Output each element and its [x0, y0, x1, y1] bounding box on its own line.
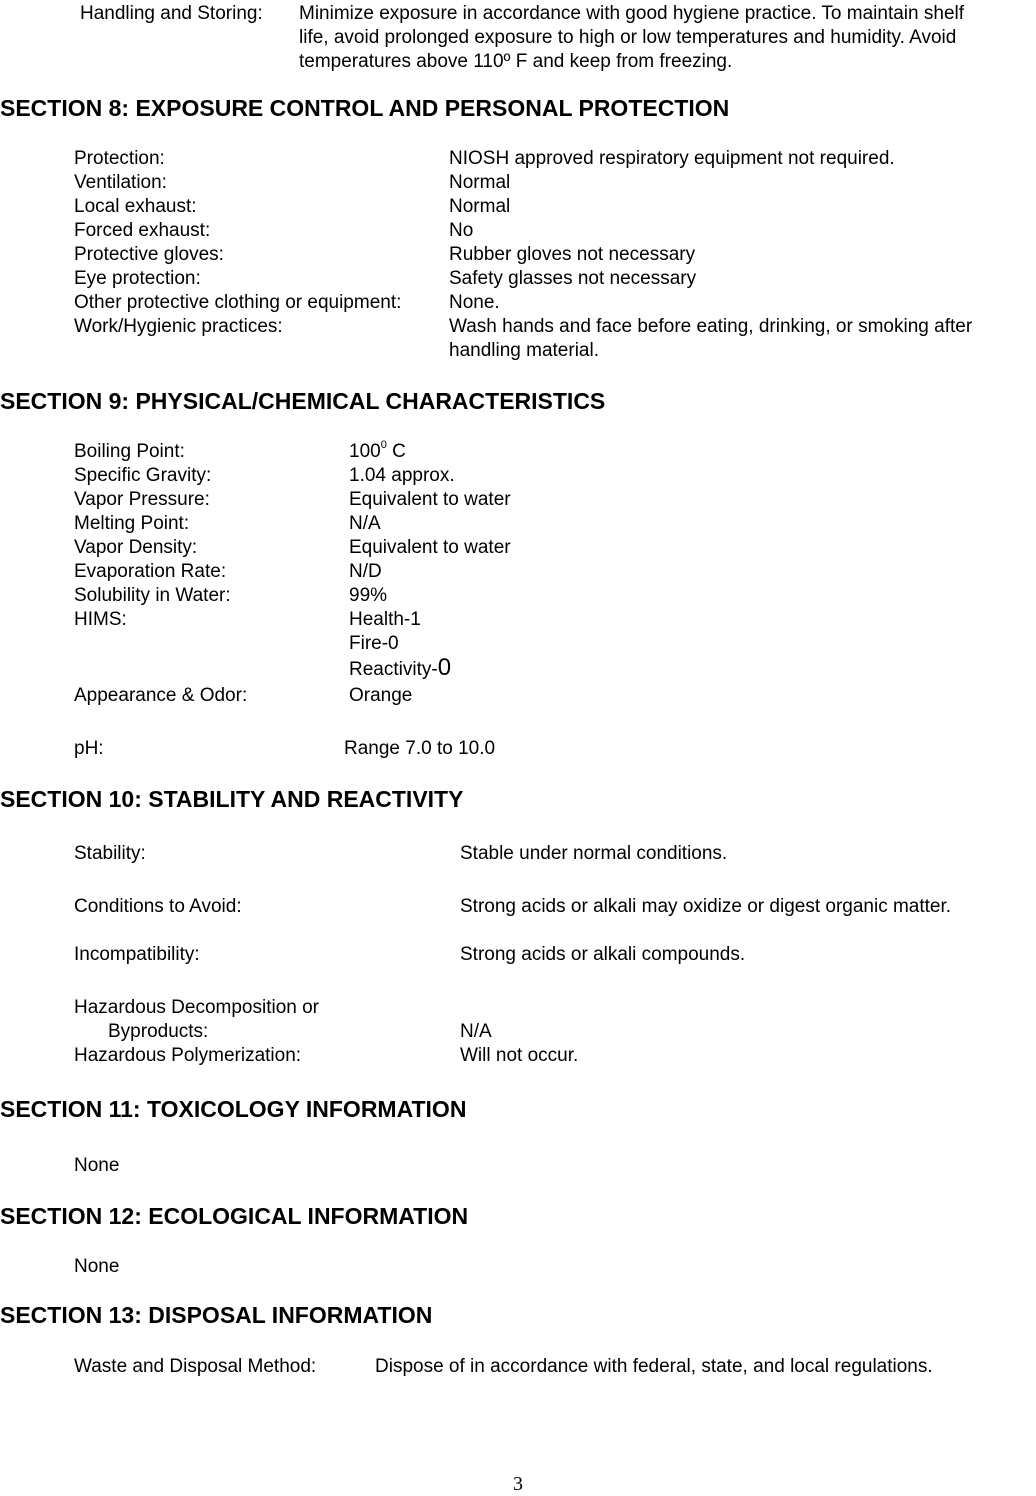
- s9-label-evaporation: Evaporation Rate:: [74, 561, 227, 582]
- s8-value-eye: Safety glasses not necessary: [449, 268, 697, 289]
- section-11-heading: SECTION 11: TOXICOLOGY INFORMATION: [0, 1096, 467, 1122]
- s9-value-appearance: Orange: [349, 685, 413, 706]
- s9-label-hims: HIMS:: [74, 609, 127, 630]
- s9-value-boiling: $100^0$ C: [349, 439, 406, 462]
- s10-label-polymerization: Hazardous Polymerization:: [74, 1045, 302, 1066]
- s10-label-decomposition-2: Byproducts:: [108, 1021, 209, 1042]
- s8-label-protection: Protection:: [74, 148, 165, 169]
- s10-label-conditions: Conditions to Avoid:: [74, 896, 242, 917]
- s8-value-local-exhaust: Normal: [449, 196, 511, 217]
- s10-value-conditions: Strong acids or alkali may oxidize or digest organic matter.: [460, 896, 952, 917]
- handling-label: Handling and Storing:: [80, 3, 263, 24]
- s9-label-specific-gravity: Specific Gravity:: [74, 465, 212, 486]
- s8-value-work-practices: Wash hands and face before eating, drinking, or smoking after: [449, 316, 973, 337]
- s9-label-appearance: Appearance & Odor:: [74, 685, 248, 706]
- s8-label-local-exhaust: Local exhaust:: [74, 196, 197, 217]
- section-8-heading: SECTION 8: EXPOSURE CONTROL AND PERSONAL PROTECTION: [0, 95, 730, 121]
- s8-value-gloves: Rubber gloves not necessary: [449, 244, 696, 265]
- page-number: 3: [513, 1473, 523, 1495]
- s8-label-gloves: Protective gloves:: [74, 244, 224, 265]
- s10-value-stability: Stable under normal conditions.: [460, 843, 728, 864]
- s9-value-vapor-pressure: Equivalent to water: [349, 489, 511, 510]
- s10-label-stability: Stability:: [74, 843, 146, 864]
- section-10-heading: SECTION 10: STABILITY AND REACTIVITY: [0, 786, 464, 812]
- s9-value-solubility: 99%: [349, 585, 388, 606]
- s10-label-decomposition-1: Hazardous Decomposition or: [74, 997, 320, 1018]
- s8-label-eye: Eye protection:: [74, 268, 201, 289]
- s8-value-protection: NIOSH approved respiratory equipment not required.: [449, 148, 895, 169]
- s8-value-other-clothing: None.: [449, 292, 500, 313]
- s9-value-vapor-density: Equivalent to water: [349, 537, 511, 558]
- s9-value-hims-reactivity: Reactivity-0: [349, 654, 452, 681]
- s9-label-solubility: Solubility in Water:: [74, 585, 231, 606]
- s12-body: None: [74, 1256, 120, 1277]
- s9-value-specific-gravity: 1.04 approx.: [349, 465, 455, 486]
- s13-label-waste: Waste and Disposal Method:: [74, 1356, 317, 1377]
- s9-value-hims-fire: Fire-0: [349, 633, 399, 654]
- s9-label-ph: pH:: [74, 738, 104, 759]
- section-9-heading: SECTION 9: PHYSICAL/CHEMICAL CHARACTERISTICS: [0, 388, 606, 414]
- s9-label-vapor-density: Vapor Density:: [74, 537, 198, 558]
- s8-label-ventilation: Ventilation:: [74, 172, 167, 193]
- s10-label-incompatibility: Incompatibility:: [74, 944, 200, 965]
- section-13-heading: SECTION 13: DISPOSAL INFORMATION: [0, 1302, 433, 1328]
- s9-label-melting: Melting Point:: [74, 513, 190, 534]
- s9-label-boiling: Boiling Point:: [74, 441, 185, 462]
- section-12-heading: SECTION 12: ECOLOGICAL INFORMATION: [0, 1203, 469, 1229]
- handling-line-1: Minimize exposure in accordance with good hygiene practice. To maintain shelf: [299, 3, 965, 24]
- s9-value-hims-health: Health-1: [349, 609, 421, 630]
- s8-value-work-practices-cont: handling material.: [449, 340, 599, 361]
- handling-line-2: life, avoid prolonged exposure to high or low temperatures and humidity. Avoid: [299, 27, 957, 48]
- s8-value-ventilation: Normal: [449, 172, 511, 193]
- s9-value-melting: N/A: [349, 513, 381, 534]
- s10-value-polymerization: Will not occur.: [460, 1045, 579, 1066]
- handling-line-3: temperatures above 110º F and keep from freezing.: [299, 51, 733, 72]
- s9-value-evaporation: N/D: [349, 561, 382, 582]
- s8-label-other-clothing: Other protective clothing or equipment:: [74, 292, 402, 313]
- s8-value-forced-exhaust: No: [449, 220, 474, 241]
- s8-label-forced-exhaust: Forced exhaust:: [74, 220, 211, 241]
- s8-label-work-practices: Work/Hygienic practices:: [74, 316, 283, 337]
- s11-body: None: [74, 1155, 120, 1176]
- s9-label-vapor-pressure: Vapor Pressure:: [74, 489, 210, 510]
- s10-value-incompatibility: Strong acids or alkali compounds.: [460, 944, 746, 965]
- s10-value-decomposition: N/A: [460, 1021, 492, 1042]
- s13-value-waste: Dispose of in accordance with federal, state, and local regulations.: [375, 1356, 933, 1377]
- s9-value-ph: Range 7.0 to 10.0: [344, 738, 496, 759]
